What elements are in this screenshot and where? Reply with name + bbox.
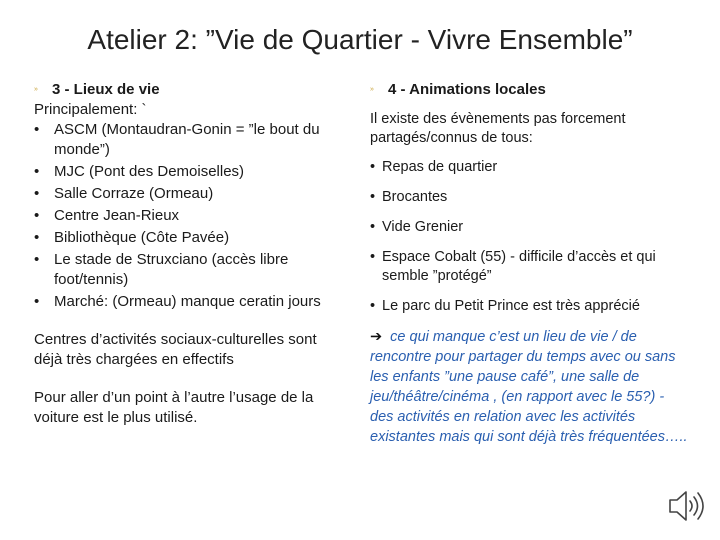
bullet-icon: • [34,207,40,224]
bullet-icon: • [370,189,376,205]
slide-title: Atelier 2: ”Vie de Quartier - Vivre Ensemble” [87,24,633,55]
list-item: • Marché: (Ormeau) manque ceratin jours [34,293,321,310]
speaker-icon[interactable] [666,486,706,526]
bullet-marker-icon: » [370,86,374,93]
list-item: • Bibliothèque (Côte Pavée) [34,229,230,246]
section-heading-lieux [34,80,344,100]
list-item: • Espace Cobalt (55) - difficile d’accès et qui semble ”protégé” [370,249,656,284]
bullet-icon: • [34,185,40,202]
places-list [34,120,344,312]
bullet-marker-icon: » [34,86,38,93]
list-item: • Le parc du Petit Prince est très apprécié [370,298,640,314]
paragraph-voiture: Pour aller d’un point à l’autre l’usage de la voiture est le plus utilisé. [34,389,314,426]
list-item: • Salle Corraze (Ormeau) [34,185,214,202]
bullet-icon: • [370,219,376,235]
list-item: • MJC (Pont des Demoiselles) [34,163,245,180]
note-paragraph [370,327,690,447]
heading-text: 3 - Lieux de vie [52,81,160,98]
left-column [34,80,344,428]
bullet-icon: • [370,249,376,265]
bullet-icon: • [370,159,376,175]
list-item: • Repas de quartier [370,159,498,175]
list-item: • Vide Grenier [370,219,464,235]
list-item: • Centre Jean-Rieux [34,207,180,224]
list-item: • Le stade de Struxciano (accès libre foot/tennis) [34,251,289,288]
section-heading-animations [370,80,690,100]
heading-text: 4 - Animations locales [388,81,546,98]
bullet-icon: • [34,293,40,310]
right-column [370,80,690,447]
list-item: • ASCM (Montaudran-Gonin = ”le bout du monde”) [34,121,320,158]
list-item: • Brocantes [370,189,448,205]
paragraph-centres: Centres d’activités sociaux-culturelles sont déjà très chargées en effectifs [34,331,317,368]
bullet-icon: • [34,251,40,268]
bullet-icon: • [370,298,376,314]
intro-text: Il existe des évènements pas forcement partagés/connus de tous: [370,111,626,146]
note-text: ce qui manque c’est un lieu de vie / de rencontre pour partager du temps avec ou sans les enfants ”une pause café”, une salle de jeu/théâtre/cinéma , (en rapport avec le 55?) - des activités en relation avec les activités existantes mais qui sont déjà très fréquentées….. [370,329,688,445]
bullet-icon: • [34,163,40,180]
bullet-icon: • [34,121,40,138]
events-list [370,158,690,316]
intro-text: Principalement: ` [34,101,147,118]
bullet-icon: • [34,229,40,246]
arrow-right-icon: ➔ [370,329,383,345]
